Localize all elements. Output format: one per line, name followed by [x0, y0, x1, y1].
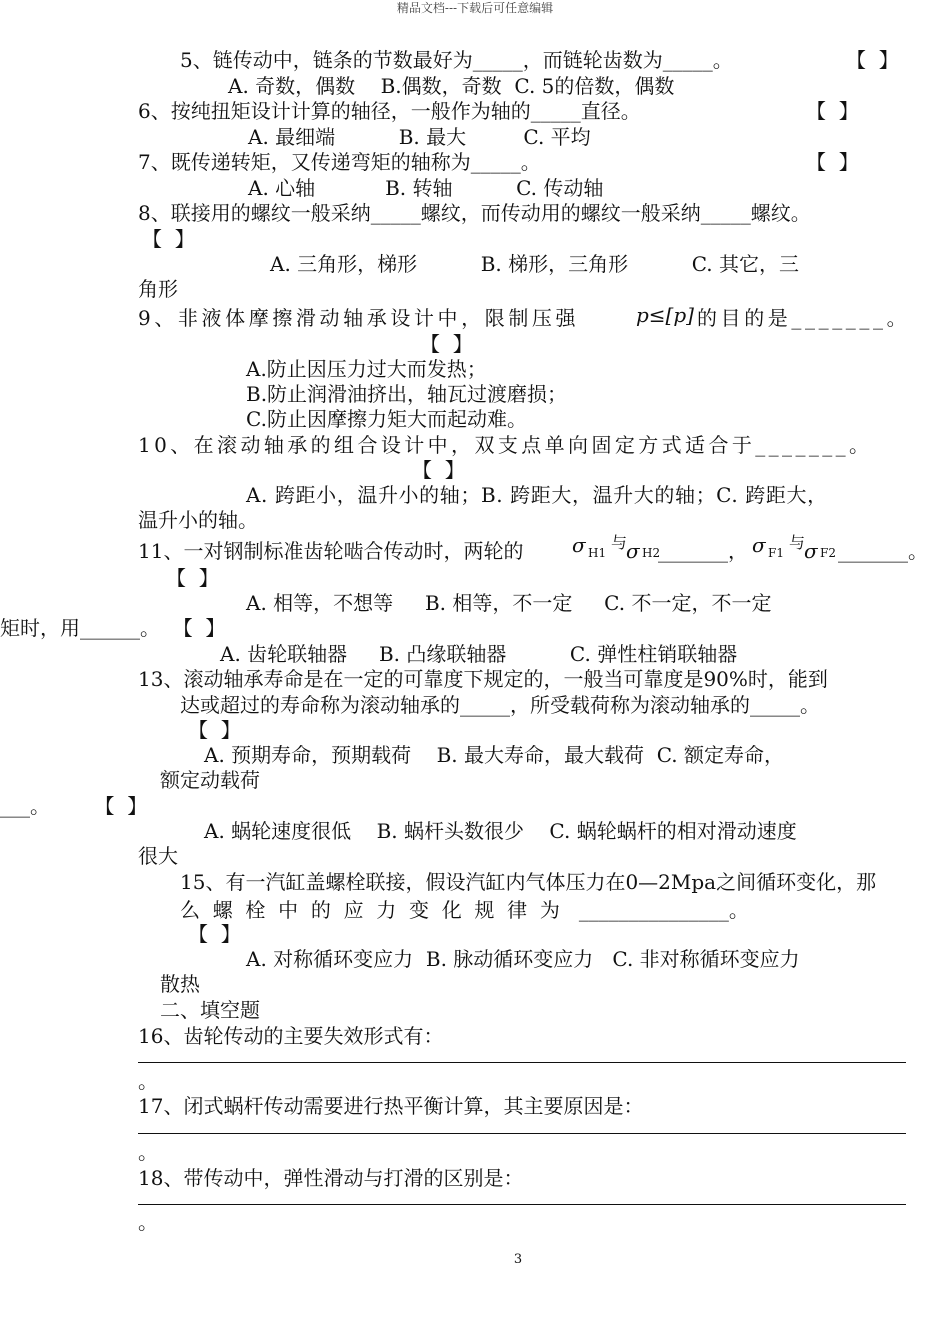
- q11-sigma3: σ: [752, 533, 766, 557]
- q16-end: 。: [138, 1069, 158, 1093]
- q13-text: 13、滚动轴承寿命是在一定的可靠度下规定的，一般当可靠度是90%时，能到: [138, 667, 828, 691]
- q11-sigma4: σ: [804, 539, 818, 563]
- q16-text: 16、齿轮传动的主要失效形式有：: [138, 1024, 444, 1048]
- q17-text: 17、闭式蜗杆传动需要进行热平衡计算，其主要原因是：: [138, 1094, 644, 1118]
- q13-bracket: 【 】: [188, 718, 241, 742]
- q11-sigma1: σ: [572, 533, 586, 557]
- q9-option-c: C.防止因摩擦力矩大而起动难。: [246, 407, 527, 431]
- q9-option-a: A.防止因压力过大而发热；: [246, 357, 487, 381]
- q5-bracket: 【 】: [846, 48, 899, 72]
- q12-text: 矩时，用______。 【 】: [0, 616, 226, 640]
- q13-text-cont: 达或超过的寿命称为滚动轴承的_____，所受载荷称为滚动轴承的_____。: [180, 693, 820, 717]
- q14-text: ___。 【 】: [0, 794, 148, 818]
- q14-options-cont: 很大: [138, 844, 178, 868]
- q15-text: 15、有一汽缸盖螺栓联接，假设汽缸内气体压力在0—2Mpa之间循环变化，那: [180, 870, 877, 894]
- q8-options-cont: 角形: [138, 277, 178, 301]
- q13-options: A. 预期寿命，预期载荷 B. 最大寿命，最大载荷 C. 额定寿命，: [204, 743, 785, 767]
- q11-blank1: _______，: [658, 539, 748, 563]
- q11-blank2: _______。: [838, 539, 928, 563]
- q6-bracket: 【 】: [806, 99, 859, 123]
- q9-text-end: 的目的是_______。: [697, 306, 911, 330]
- q17-end: 。: [138, 1140, 158, 1164]
- q6-options: A. 最细端 B. 最大 C. 平均: [248, 125, 591, 149]
- q10-options-cont: 温升小的轴。: [138, 508, 258, 532]
- q13-options-cont: 额定动载荷: [160, 768, 260, 792]
- q10-text: 10、在滚动轴承的组合设计中，双支点单向固定方式适合于_______。: [138, 433, 873, 457]
- q11-sigma2: σ: [626, 539, 640, 563]
- q15-bracket: 【 】: [188, 922, 241, 946]
- answer-line-16: [138, 1062, 906, 1063]
- q15-options: A. 对称循环变应力 B. 脉动循环变应力 C. 非对称循环变应力: [246, 947, 800, 971]
- q9-text: 9、非液体摩擦滑动轴承设计中，限制压强: [138, 306, 580, 330]
- q8-options: A. 三角形，梯形 B. 梯形，三角形 C. 其它，三: [270, 252, 800, 276]
- q7-text: 7、既传递转矩，又传递弯矩的轴称为_____。: [138, 150, 541, 174]
- answer-line-18: [138, 1204, 906, 1205]
- q7-bracket: 【 】: [806, 150, 859, 174]
- q11-and2: 与: [789, 533, 806, 552]
- q10-options: A. 跨距小，温升小的轴；B. 跨距大，温升大的轴；C. 跨距大，: [246, 483, 828, 507]
- q15-options-cont: 散热: [160, 972, 200, 996]
- q7-options: A. 心轴 B. 转轴 C. 传动轴: [248, 176, 604, 200]
- q11-options: A. 相等，不想等 B. 相等，不一定 C. 不一定，不一定: [246, 591, 772, 615]
- q11-sub-h1: H1: [588, 546, 607, 560]
- section-fill-in: 二、填空题: [160, 998, 260, 1022]
- q10-bracket: 【 】: [412, 458, 465, 482]
- q9-formula: p≤[p]: [636, 303, 694, 327]
- answer-line-17: [138, 1133, 906, 1134]
- q11-sub-f2: F2: [820, 546, 836, 560]
- q15-text-cont: 么 螺 栓 中 的 应 力 变 化 规 律 为 _______________。: [180, 898, 749, 922]
- q18-text: 18、带传动中，弹性滑动与打滑的区别是：: [138, 1166, 524, 1190]
- q11-sub-h2: H2: [642, 546, 661, 560]
- q8-bracket: 【 】: [142, 227, 195, 251]
- q6-text: 6、按纯扭矩设计计算的轴径，一般作为轴的_____直径。: [138, 99, 641, 123]
- page-header: 精品文档---下载后可任意编辑: [396, 1, 554, 15]
- q11-sub-f1: F1: [768, 546, 784, 560]
- page-number: 3: [513, 1252, 523, 1267]
- q5-options: A. 奇数，偶数 B.偶数，奇数 C. 5的倍数，偶数: [228, 74, 675, 98]
- q5-text: 5、链传动中，链条的节数最好为_____，而链轮齿数为_____。: [180, 48, 733, 72]
- q12-options: A. 齿轮联轴器 B. 凸缘联轴器 C. 弹性柱销联轴器: [220, 642, 738, 666]
- q9-option-b: B.防止润滑油挤出，轴瓦过渡磨损；: [246, 382, 568, 406]
- q11-text: 11、一对钢制标准齿轮啮合传动时，两轮的: [138, 539, 524, 563]
- q11-bracket: 【 】: [166, 566, 219, 590]
- q18-end: 。: [138, 1210, 158, 1234]
- q11-and1: 与: [611, 533, 628, 552]
- q8-text: 8、联接用的螺纹一般采纳_____螺纹，而传动用的螺纹一般采纳_____螺纹。: [138, 201, 811, 225]
- q14-options: A. 蜗轮速度很低 B. 蜗杆头数很少 C. 蜗轮蜗杆的相对滑动速度: [204, 819, 797, 843]
- q9-bracket: 【 】: [420, 332, 473, 356]
